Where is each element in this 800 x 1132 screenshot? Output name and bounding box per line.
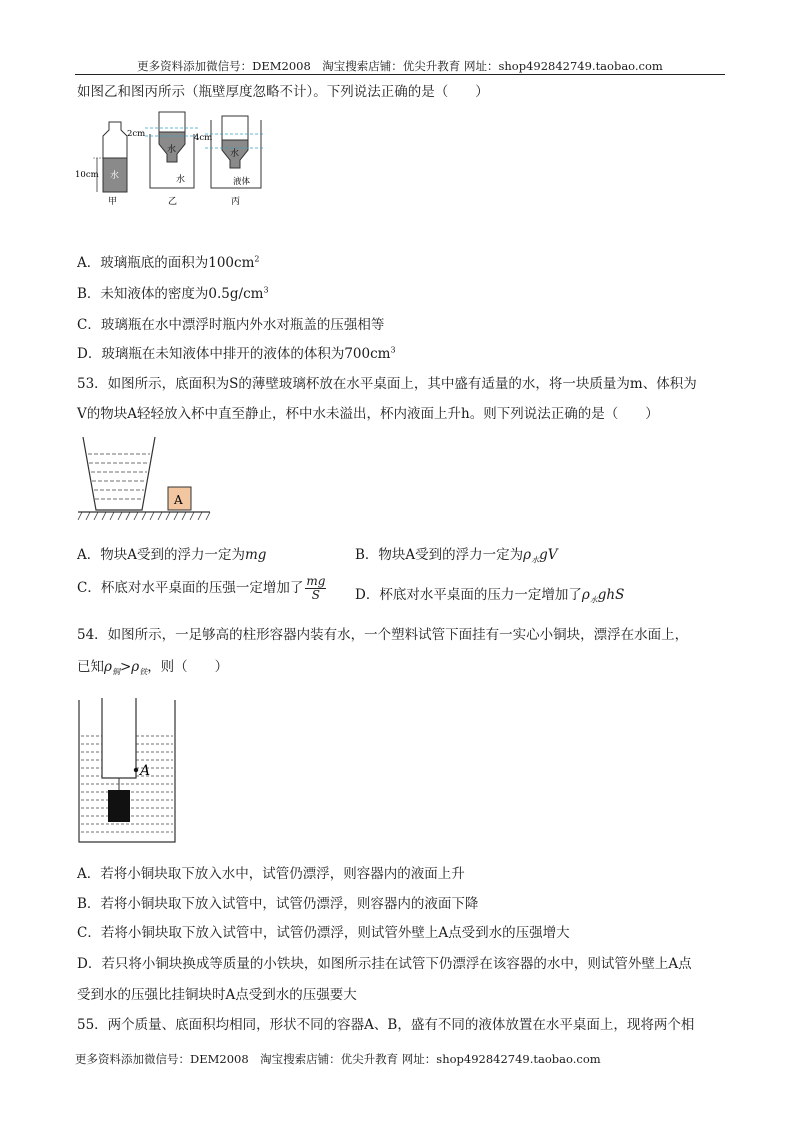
label-water-yi-bottle: 水 [167, 145, 177, 155]
glass-cup [83, 437, 155, 510]
tabletop [78, 512, 210, 520]
q53-stem-line1: 53．如图所示，底面积为S的薄壁玻璃杯放在水平桌面上，其中盛有适量的水，将一块质量为m、体积为 [77, 376, 697, 392]
q54-option-d-line1: D．若只将小铜块换成等质量的小铁块，如图所示挂在试管下仍漂浮在该容器的水中，则试管外壁上A点 [77, 956, 692, 972]
q54-option-b: B．若将小铜块取下放入试管中，试管仍漂浮，则容器内的液面下降 [77, 896, 479, 912]
q52-option-b: B．未知液体的密度为$0.5g/cm^3$ [77, 285, 269, 302]
q52-option-c: C．玻璃瓶在水中漂浮时瓶内外水对瓶盖的压强相等 [77, 317, 385, 333]
q53-option-b: B．物块A受到的浮力一定为$\rho_水gV$ [355, 547, 558, 565]
label-4cm: 4cm [194, 133, 213, 143]
page-footer: 更多资料添加微信号：DEM2008 淘宝搜索店铺：优尖升教育 网址：shop492842749.taobao.com [75, 1052, 601, 1066]
q54-stem-line1: 54．如图所示，一足够高的柱形容器内装有水，一个塑料试管下面挂有一实心小铜块，漂浮在水面上， [77, 627, 689, 643]
label-jia: 甲 [108, 197, 118, 207]
header-rule [75, 74, 725, 75]
q53-figure [78, 432, 213, 524]
q54-stem-line2: 已知$\rho_铜>\rho_铁$，则（ ） [77, 659, 229, 677]
label-10cm: 10cm [75, 170, 99, 180]
label-water-yi: 水 [176, 175, 186, 185]
point-a-label: A [140, 763, 151, 779]
q54-option-a: A．若将小铜块取下放入水中，试管仍漂浮，则容器内的液面上升 [77, 866, 465, 882]
bottle-jia [93, 122, 127, 192]
q53-option-c: C．杯底对水平桌面的压强一定增加了 $\frac{mg}{S}$ [77, 574, 326, 602]
q54-option-c: C．若将小铜块取下放入试管中，试管仍漂浮，则试管外壁上A点受到水的压强增大 [77, 925, 570, 941]
q52-option-a: A．玻璃瓶底的面积为$100cm^2$ [77, 254, 260, 271]
q54-option-d-line2: 受到水的压强比挂铜块时A点受到水的压强要大 [77, 987, 357, 1003]
label-2cm: 2cm [127, 129, 146, 139]
page-header: 更多资料添加微信号：DEM2008 淘宝搜索店铺：优尖升教育 网址：shop492842749.taobao.com [137, 59, 663, 73]
q55-stem-line1: 55．两个质量、底面积均相同，形状不同的容器A、B，盛有不同的液体放置在水平桌面上，现将两个相 [77, 1017, 695, 1033]
label-bing: 丙 [231, 197, 241, 207]
copper-block [108, 790, 130, 822]
q52-stem: 如图乙和图丙所示（瓶壁厚度忽略不计）。下列说法正确的是（ ） [77, 84, 489, 100]
fraction-mg-over-s: $\frac{mg}{S}$ [306, 574, 326, 602]
q53-option-a: A．物块A受到的浮力一定为mg [77, 547, 267, 563]
label-liquid: 液体 [233, 177, 251, 187]
q53-stem-line2: V的物块A轻轻放入杯中直至静止，杯中水未溢出，杯内液面上升h。则下列说法正确的是（ ） [77, 406, 659, 422]
q53-option-d: D．杯底对水平桌面的压力一定增加了$\rho_水ghS$ [355, 587, 625, 605]
label-water-bing: 水 [230, 149, 240, 159]
q52-figure [75, 110, 275, 210]
label-yi: 乙 [168, 197, 178, 207]
point-a [134, 768, 138, 772]
q54-figure [77, 698, 187, 846]
test-tube [102, 698, 136, 778]
label-water-jia: 水 [110, 171, 120, 181]
block-a-label: A [174, 493, 183, 507]
q52-option-d: D．玻璃瓶在未知液体中排开的液体的体积为$700cm^3$ [77, 345, 396, 362]
